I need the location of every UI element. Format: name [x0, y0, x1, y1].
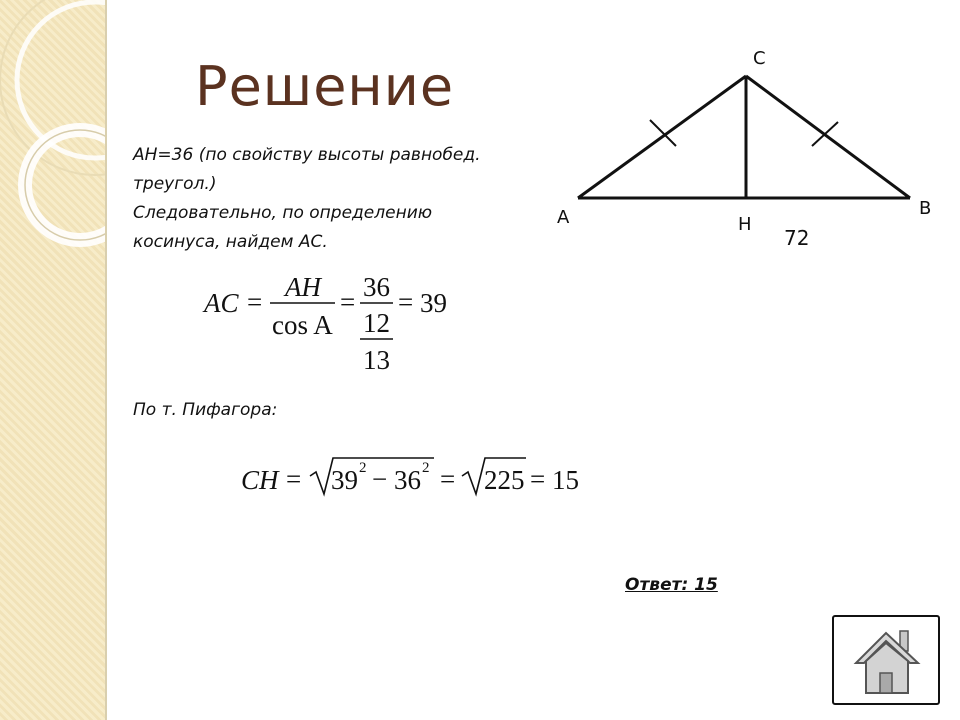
formula-ac-eq3: = [398, 287, 414, 317]
formula-ch-lhs: CH [241, 465, 279, 495]
formula-ch-exp2: 2 [422, 460, 430, 476]
home-button[interactable] [832, 615, 940, 705]
formula-ch-result: 15 [552, 465, 579, 495]
formula-ac-num: AH [285, 272, 321, 302]
label-b: B [919, 198, 932, 219]
formula-ac-lhs: AC [204, 288, 239, 318]
answer-text: Ответ: 15 [625, 575, 718, 595]
formula-ac-small-num: 12 [363, 308, 390, 338]
pythagoras-label: По т. Пифагора: [133, 400, 278, 420]
home-icon [834, 617, 938, 703]
page-title: Решение [195, 55, 455, 118]
formula-ac-result: 39 [420, 288, 447, 318]
formula-ac-small-den: 13 [363, 345, 390, 375]
side-cb [746, 76, 910, 198]
formula-ch-base1: 39 [331, 465, 358, 495]
formula-ch-rad2: 225 [484, 465, 525, 495]
side-ac [578, 76, 746, 198]
decorative-sidebar [0, 0, 107, 720]
text-line: AH=36 (по свойству высоты равнобед. [133, 145, 481, 165]
label-a: A [557, 207, 570, 228]
formula-ac-eq1: = [247, 287, 263, 317]
triangle-diagram [540, 40, 940, 260]
formula-ac-big-num: 36 [363, 272, 390, 302]
formula-ac-den: cos A [272, 310, 333, 340]
formula-ac-eq2: = [340, 287, 356, 317]
formula-ch-eq1: = [286, 464, 302, 494]
text-line: Следовательно, по определению [133, 203, 433, 223]
formula-ch-eq2: = [440, 464, 456, 494]
formula-ch-exp1: 2 [359, 460, 367, 476]
formula-ac [200, 268, 480, 378]
formula-ch-eq3: = [530, 464, 546, 494]
formula-ch [238, 450, 598, 510]
text-line: косинуса, найдем AC. [133, 232, 328, 252]
label-c: C [753, 48, 766, 69]
text-line: треугол.) [133, 174, 217, 194]
label-h: H [738, 214, 752, 235]
label-72: 72 [784, 226, 810, 250]
formula-ch-base2: 36 [394, 465, 421, 495]
solution-text [133, 141, 553, 257]
decorative-circles [0, 0, 105, 720]
formula-ch-minus: − [372, 464, 388, 494]
